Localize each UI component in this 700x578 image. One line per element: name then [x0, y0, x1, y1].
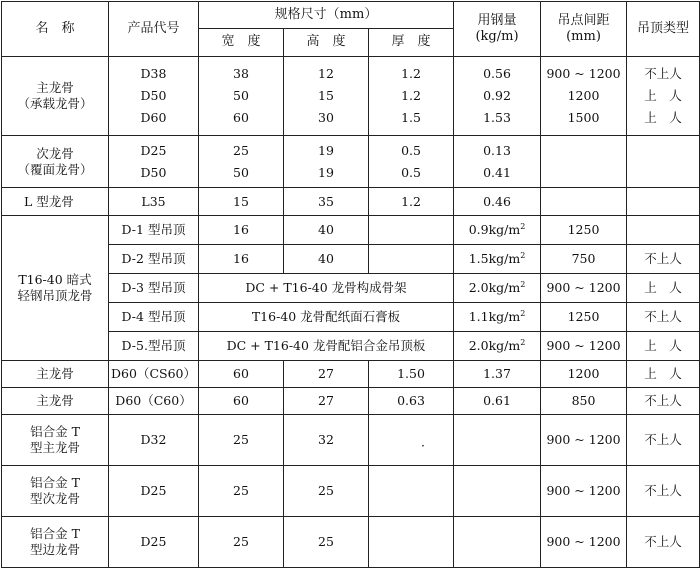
- cell-width: 25: [199, 517, 284, 568]
- cell-steel: 0.56 0.92 1.53: [454, 57, 541, 136]
- cell-code: D-4 型吊顶: [109, 303, 199, 332]
- cell-width: 16: [199, 245, 284, 274]
- cell-type: 不上人: [627, 517, 700, 568]
- cell-width: 25 50: [199, 136, 284, 188]
- cell-height: 27: [284, 388, 369, 415]
- cell-width: 38 50 60: [199, 57, 284, 136]
- cell-code: D25: [109, 466, 199, 517]
- cell-height: 27: [284, 361, 369, 388]
- header-steel: 用钢量 (kg/m): [454, 2, 541, 57]
- cell-steel: $2.0kg/m^2$: [454, 274, 541, 303]
- cell-steel: [454, 415, 541, 466]
- spec-table: [1, 1, 700, 568]
- cell-description: DC + T16-40 龙骨构成骨架: [199, 274, 454, 303]
- cell-type: 不上人: [627, 303, 700, 332]
- header-thickness: 厚 度: [369, 29, 454, 57]
- cell-steel: 1.37: [454, 361, 541, 388]
- header-spacing: 吊点间距 (mm): [541, 2, 627, 57]
- header-spec: 规格尺寸（mm）: [199, 2, 454, 29]
- cell-steel: [454, 466, 541, 517]
- cell-thickness: 1.2: [369, 188, 454, 216]
- table-row: [2, 415, 700, 466]
- cell-spacing: 1250: [541, 216, 627, 245]
- table-row: [2, 388, 700, 415]
- cell-spacing: 900 ~ 1200: [541, 517, 627, 568]
- table-row: [2, 361, 700, 388]
- cell-width: 25: [199, 415, 284, 466]
- cell-steel: 0.46: [454, 188, 541, 216]
- header-width: 宽 度: [199, 29, 284, 57]
- table-row: [2, 188, 700, 216]
- cell-name: T16-40 暗式 轻钢吊顶龙骨: [2, 216, 109, 361]
- cell-steel: 0.61: [454, 388, 541, 415]
- table-row: [2, 136, 700, 188]
- cell-name: 铝合金 T 型边龙骨: [2, 517, 109, 568]
- table-row: [2, 216, 700, 245]
- cell-spacing: [541, 136, 627, 188]
- cell-thickness: [369, 245, 454, 274]
- cell-height: 25: [284, 466, 369, 517]
- cell-spacing: 900 ~ 1200: [541, 415, 627, 466]
- cell-type: 上 人: [627, 332, 700, 361]
- cell-code: D60（CS60）: [109, 361, 199, 388]
- header-name: 名 称: [2, 2, 109, 57]
- cell-width: 16: [199, 216, 284, 245]
- cell-code: D-1 型吊顶: [109, 216, 199, 245]
- cell-description: DC + T16-40 龙骨配铝合金吊顶板: [199, 332, 454, 361]
- cell-height: 40: [284, 245, 369, 274]
- cell-name: 主龙骨 （承载龙骨）: [2, 57, 109, 136]
- cell-steel: $2.0kg/m^2$: [454, 332, 541, 361]
- cell-type: 上 人: [627, 361, 700, 388]
- cell-thickness: 0.63: [369, 388, 454, 415]
- cell-name: 主龙骨: [2, 361, 109, 388]
- cell-thickness: ·: [369, 415, 454, 466]
- cell-code: D25: [109, 517, 199, 568]
- cell-spacing: 1250: [541, 303, 627, 332]
- cell-thickness: [369, 517, 454, 568]
- cell-spacing: 850: [541, 388, 627, 415]
- header-height: 高 度: [284, 29, 369, 57]
- cell-name: 铝合金 T 型次龙骨: [2, 466, 109, 517]
- table-row: [2, 57, 700, 136]
- cell-spacing: 900 ~ 1200 1200 1500: [541, 57, 627, 136]
- cell-width: 25: [199, 466, 284, 517]
- cell-height: 40: [284, 216, 369, 245]
- cell-spacing: 750: [541, 245, 627, 274]
- cell-type: [627, 216, 700, 245]
- cell-height: 35: [284, 188, 369, 216]
- cell-thickness: 1.2 1.2 1.5: [369, 57, 454, 136]
- cell-code: D-2 型吊顶: [109, 245, 199, 274]
- cell-code: D32: [109, 415, 199, 466]
- cell-height: 12 15 30: [284, 57, 369, 136]
- cell-type: 不上人 上 人 上 人: [627, 57, 700, 136]
- cell-name: 次龙骨 （覆面龙骨）: [2, 136, 109, 188]
- cell-spacing: 900 ~ 1200: [541, 466, 627, 517]
- cell-spacing: 1200: [541, 361, 627, 388]
- cell-steel: 0.13 0.41: [454, 136, 541, 188]
- cell-type: 不上人: [627, 245, 700, 274]
- cell-type: [627, 188, 700, 216]
- cell-code: D25 D50: [109, 136, 199, 188]
- cell-thickness: 1.50: [369, 361, 454, 388]
- cell-width: 60: [199, 361, 284, 388]
- cell-code: D-3 型吊顶: [109, 274, 199, 303]
- cell-code: D38 D50 D60: [109, 57, 199, 136]
- cell-code: D-5.型吊顶: [109, 332, 199, 361]
- cell-steel: $1.5kg/m^2$: [454, 245, 541, 274]
- cell-type: 上 人: [627, 274, 700, 303]
- cell-code: D60（C60）: [109, 388, 199, 415]
- cell-name: L 型龙骨: [2, 188, 109, 216]
- cell-spacing: 900 ~ 1200: [541, 274, 627, 303]
- cell-type: 不上人: [627, 415, 700, 466]
- cell-spacing: [541, 188, 627, 216]
- cell-height: 32: [284, 415, 369, 466]
- cell-spacing: 900 ~ 1200: [541, 332, 627, 361]
- cell-height: 25: [284, 517, 369, 568]
- cell-type: 不上人: [627, 466, 700, 517]
- cell-name: 铝合金 T 型主龙骨: [2, 415, 109, 466]
- header-type: 吊顶类型: [627, 2, 700, 57]
- cell-steel: $1.1kg/m^2$: [454, 303, 541, 332]
- cell-code: L35: [109, 188, 199, 216]
- cell-width: 15: [199, 188, 284, 216]
- cell-steel: [454, 517, 541, 568]
- cell-description: T16-40 龙骨配纸面石膏板: [199, 303, 454, 332]
- table-row: [2, 466, 700, 517]
- cell-thickness: [369, 216, 454, 245]
- cell-width: 60: [199, 388, 284, 415]
- cell-name: 主龙骨: [2, 388, 109, 415]
- cell-thickness: 0.5 0.5: [369, 136, 454, 188]
- cell-type: [627, 136, 700, 188]
- table-row: [2, 517, 700, 568]
- cell-type: 不上人: [627, 388, 700, 415]
- cell-thickness: [369, 466, 454, 517]
- cell-steel: $0.9kg/m^2$: [454, 216, 541, 245]
- cell-height: 19 19: [284, 136, 369, 188]
- header-code: 产品代号: [109, 2, 199, 57]
